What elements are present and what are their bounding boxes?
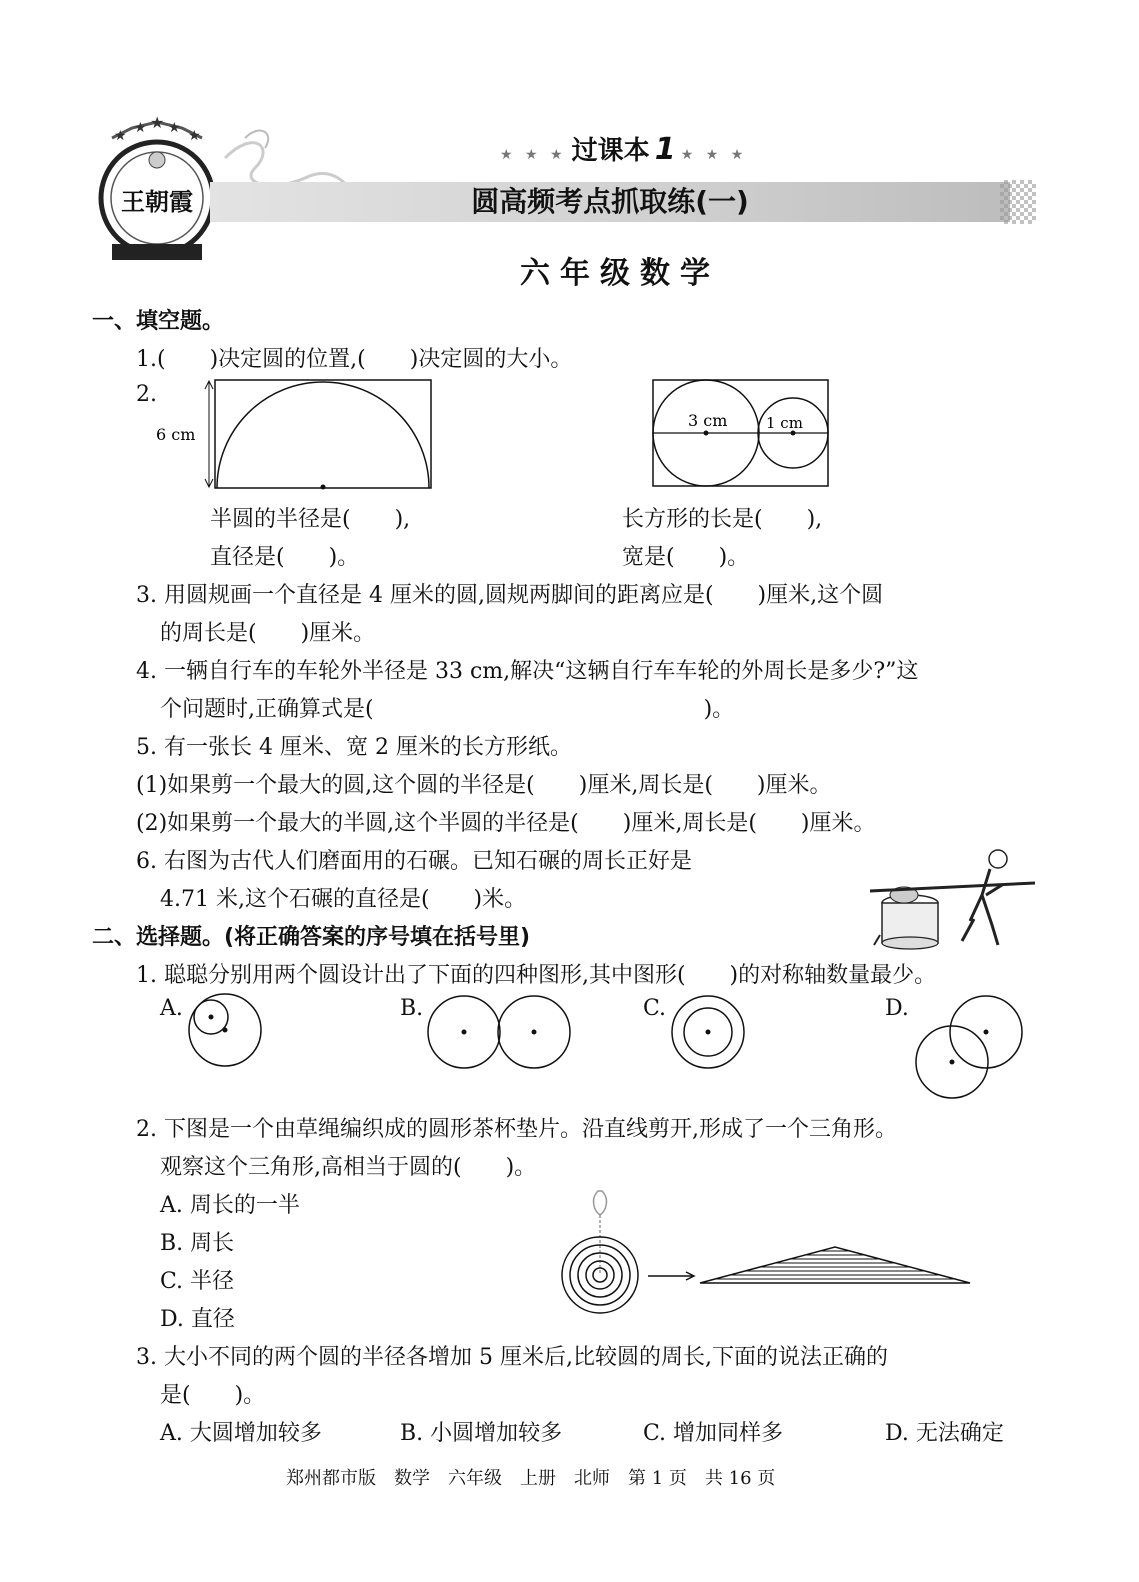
section2-title: 二、选择题。(将正确答案的序号填在括号里): [92, 925, 531, 950]
s1-q1: 1.( )决定圆的位置,( )决定圆的大小。: [136, 347, 573, 372]
series-title: 过课本: [571, 136, 650, 166]
s1-q5: 5. 有一张长 4 厘米、宽 2 厘米的长方形纸。: [136, 735, 572, 760]
s2-q1-option-a: A.: [160, 996, 183, 1021]
s1-q2-b2: 宽是( )。: [622, 545, 750, 570]
s2-q1-option-d: D.: [885, 996, 909, 1021]
grade-subject: 六年级数学: [520, 256, 720, 291]
s2-q2-line2: 观察这个三角形,高相当于圆的( )。: [160, 1155, 537, 1180]
millstone-illustration: [870, 845, 1040, 950]
s1-q3-line1: 3. 用圆规画一个直径是 4 厘米的圆,圆规两脚间的距离应是( )厘米,这个圆: [136, 583, 884, 608]
figure-d-circles: [910, 994, 1030, 1104]
s1-q2-num: 2.: [136, 382, 157, 407]
s1-q5-1: (1)如果剪一个最大的圆,这个圆的半径是( )厘米,周长是( )厘米。: [136, 773, 832, 798]
title-banner: [210, 182, 1010, 222]
svg-text:★: ★: [114, 128, 127, 144]
svg-text:★: ★: [188, 128, 201, 144]
s2-q2-line1: 2. 下图是一个由草绳编织成的圆形茶杯垫片。沿直线剪开,形成了一个三角形。: [136, 1117, 897, 1142]
two-circles-figure: [650, 378, 830, 488]
s2-q2-option-d: D. 直径: [160, 1307, 235, 1332]
s1-q6-line2: 4.71 米,这个石碾的直径是( )米。: [160, 887, 527, 912]
s2-q2-option-b: B. 周长: [160, 1231, 235, 1256]
s1-q6-line1: 6. 右图为古代人们磨面用的石碾。已知石碾的周长正好是: [136, 849, 692, 874]
page-title: 圆高频考点抓取练(一): [471, 185, 749, 218]
s2-q1: 1. 聪聪分别用两个圆设计出了下面的四种图形,其中图形( )的对称轴数量最少。: [136, 963, 937, 988]
svg-text:★: ★: [134, 120, 147, 136]
series-number: 1: [654, 132, 676, 167]
s2-q2-option-a: A. 周长的一半: [160, 1193, 300, 1218]
s2-q3-option-c: C. 增加同样多: [643, 1421, 784, 1446]
s1-q4-line2: 个问题时,正确算式是( )。: [160, 697, 735, 722]
big-circle-label: 3 cm: [688, 411, 728, 430]
s1-q3-line2: 的周长是( )厘米。: [160, 621, 376, 646]
svg-text:★: ★: [168, 120, 181, 136]
s2-q2-option-c: C. 半径: [160, 1269, 235, 1294]
height-label: 6 cm: [156, 425, 196, 444]
section1-title: 一、填空题。: [92, 309, 225, 334]
s2-q3-option-a: A. 大圆增加较多: [160, 1421, 322, 1446]
s2-q3-option-d: D. 无法确定: [885, 1421, 1004, 1446]
stars-right: ★ ★ ★: [680, 147, 748, 163]
s2-q1-option-c: C.: [643, 996, 667, 1021]
s1-q5-2: (2)如果剪一个最大的半圆,这个半圆的半径是( )厘米,周长是( )厘米。: [136, 811, 876, 836]
s2-q3-option-b: B. 小圆增加较多: [400, 1421, 563, 1446]
page-footer: 郑州都市版 数学 六年级 上册 北师 第 1 页 共 16 页: [286, 1468, 776, 1489]
svg-text:★: ★: [150, 113, 165, 132]
semicircle-figure: [150, 375, 450, 495]
figure-b-circles: [426, 994, 576, 1070]
logo-text: 王朝霞: [121, 187, 193, 216]
s1-q4-line1: 4. 一辆自行车的车轮外半径是 33 cm,解决“这辆自行车车轮的外周长是多少?”这: [136, 659, 919, 684]
figure-c-circles: [668, 994, 748, 1074]
s2-q3-line1: 3. 大小不同的两个圆的半径各增加 5 厘米后,比较圆的周长,下面的说法正确的: [136, 1345, 888, 1370]
s1-q2-a2: 直径是( )。: [210, 545, 360, 570]
banner-checker-decoration: [1000, 180, 1036, 224]
figure-a-circles: [185, 990, 265, 1070]
s2-q1-option-b: B.: [400, 996, 424, 1021]
coaster-triangle-figure: [560, 1185, 980, 1315]
small-circle-label: 1 cm: [766, 414, 803, 432]
s1-q2-b1: 长方形的长是( ),: [622, 507, 823, 532]
stars-left: ★ ★ ★: [500, 147, 567, 163]
s2-q3-line2: 是( )。: [160, 1383, 266, 1408]
series-heading: [500, 130, 747, 167]
s1-q2-a1: 半圆的半径是( ),: [210, 507, 411, 532]
logo: [92, 113, 222, 268]
